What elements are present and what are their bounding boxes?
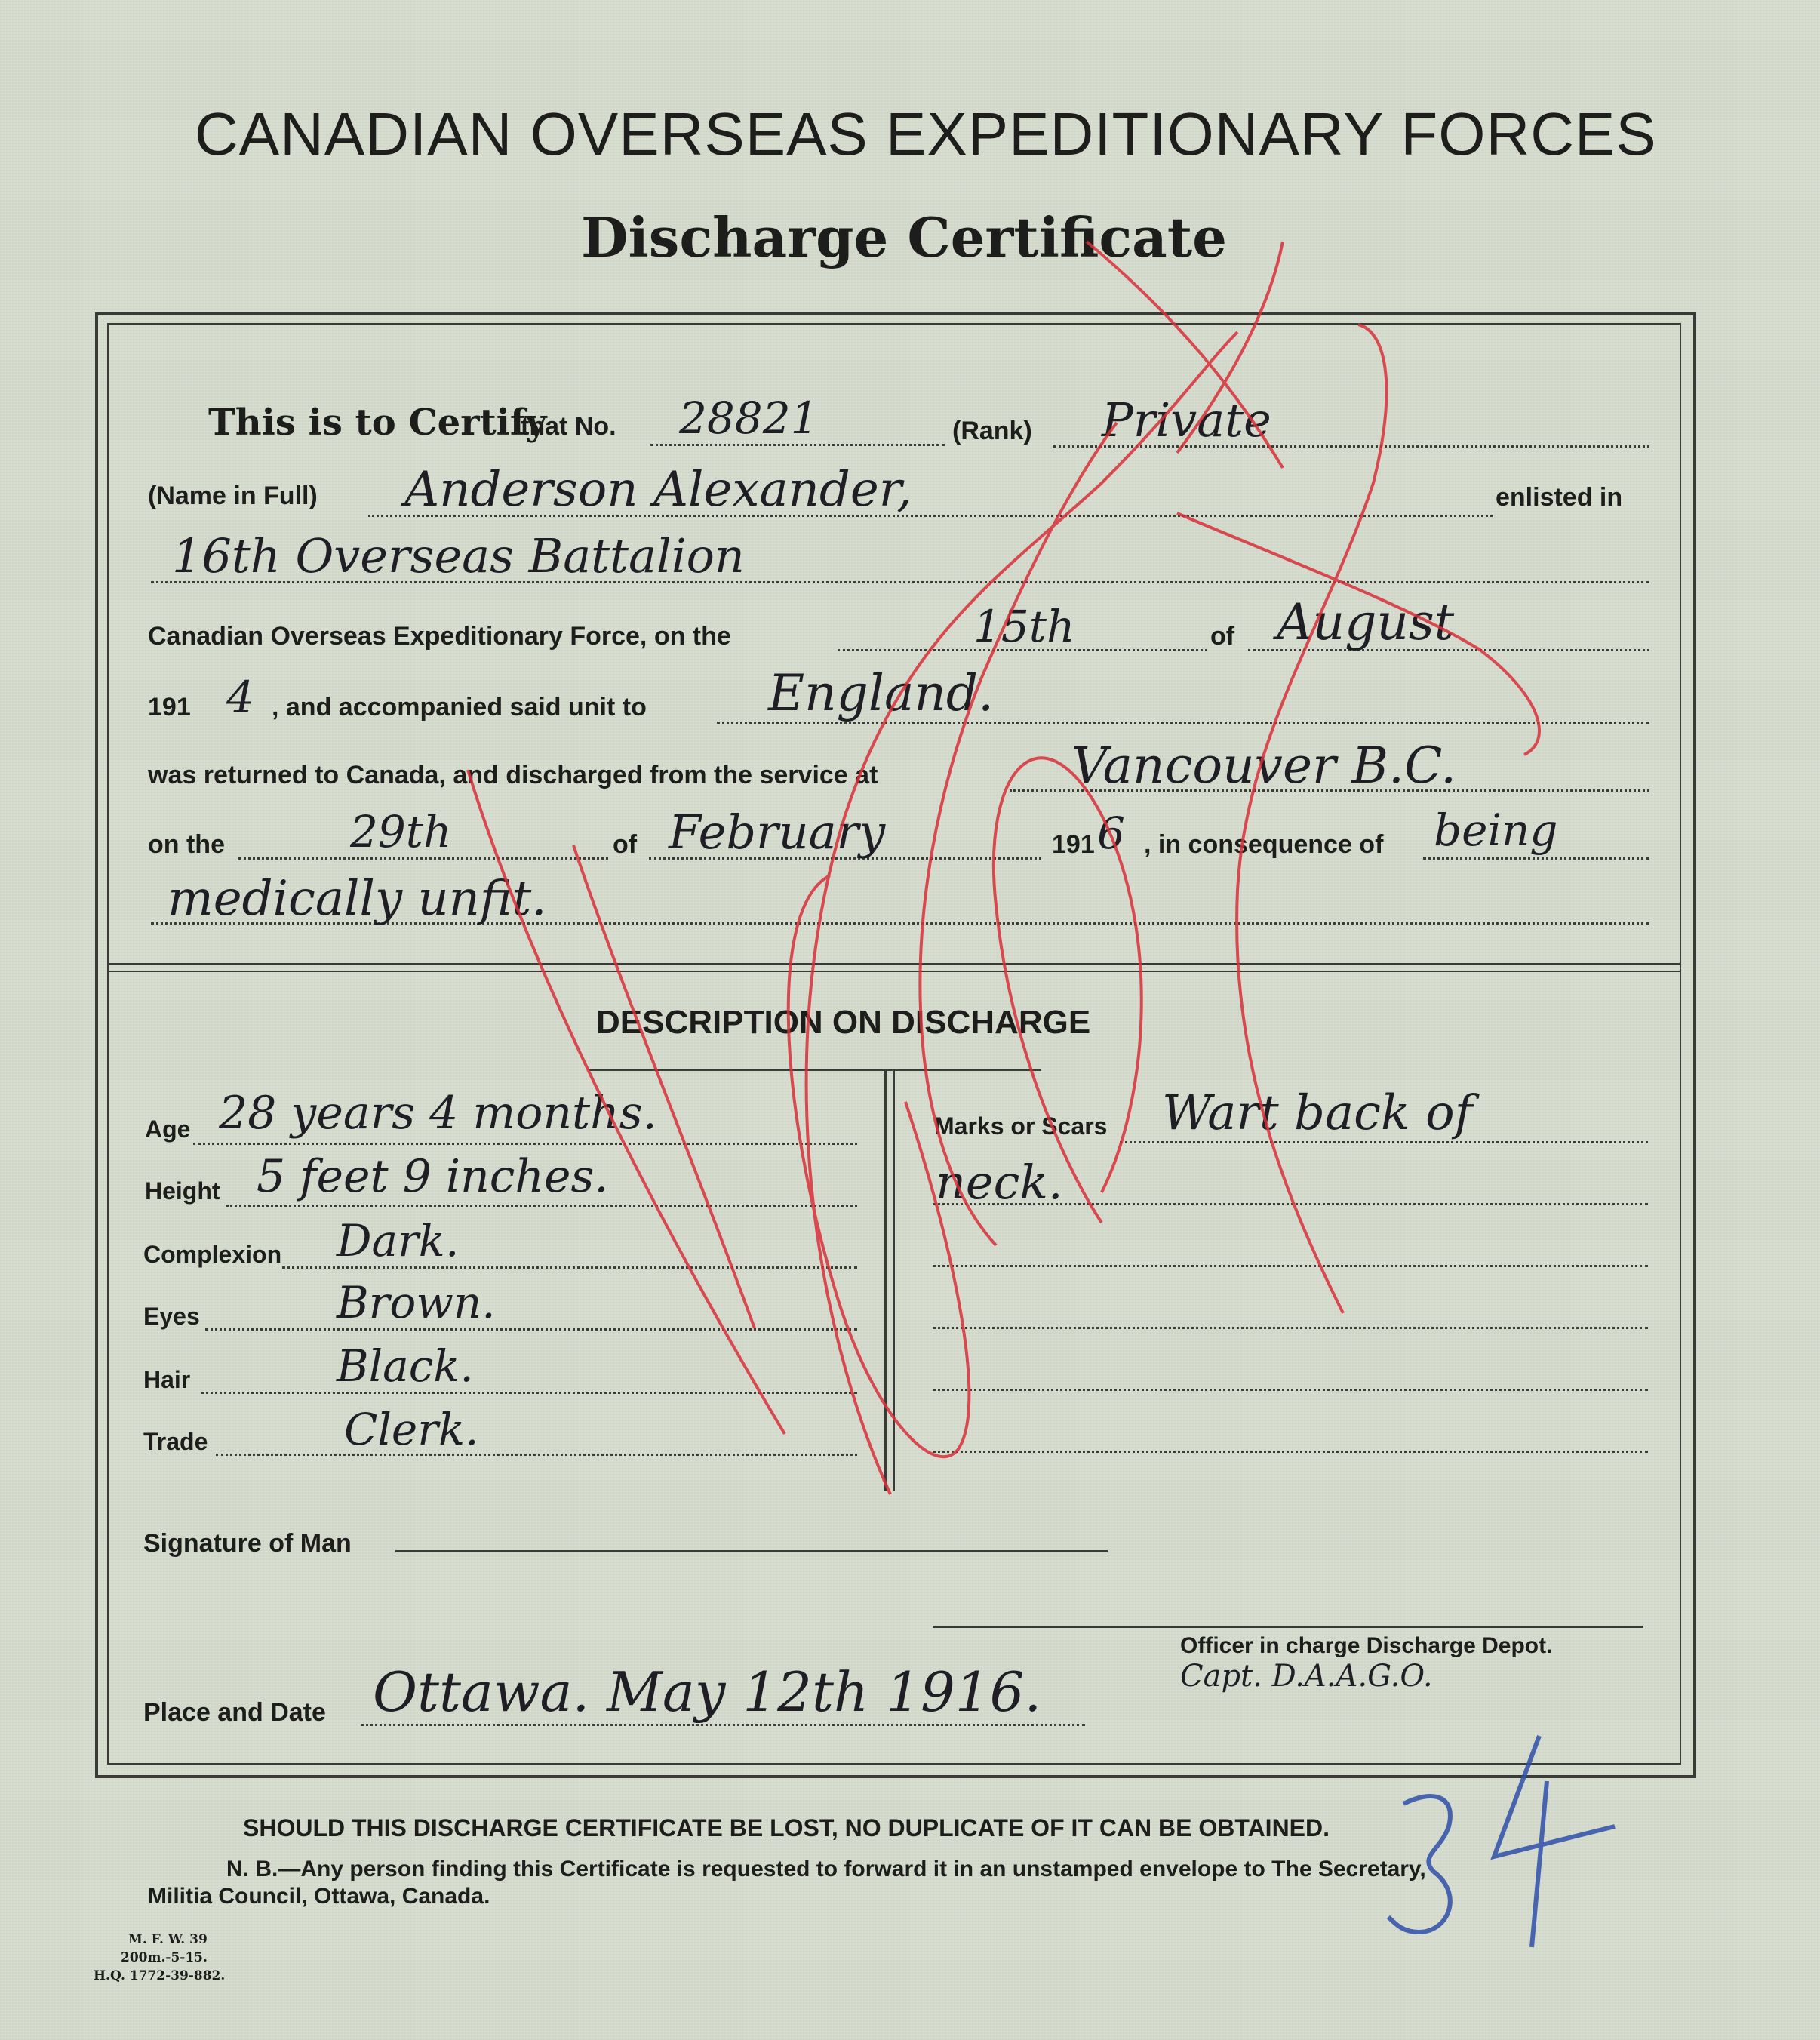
discharge-day: 29th xyxy=(350,806,452,857)
red-loop-1 xyxy=(807,332,1237,1494)
that-no-label: that No. xyxy=(521,412,616,441)
eyes-label: Eyes xyxy=(143,1303,200,1330)
age-label: Age xyxy=(145,1115,191,1143)
officer-label: Officer in charge Discharge Depot. xyxy=(1180,1633,1553,1658)
enlist-day: 15th xyxy=(973,601,1075,652)
height-value: 5 feet 9 inches. xyxy=(257,1150,609,1203)
red-stroke-9 xyxy=(1087,242,1283,468)
red-loop-3 xyxy=(994,758,1142,1223)
red-loop-2 xyxy=(920,423,1117,1245)
complexion-label: Complexion xyxy=(143,1241,282,1268)
discharge-year-prefix: 191 xyxy=(1052,830,1095,859)
discharge-place: Vancouver B.C. xyxy=(1071,737,1457,795)
header-title: CANADIAN OVERSEAS EXPEDITIONARY FORCES xyxy=(195,100,1657,168)
force-label: Canadian Overseas Expeditionary Force, on the xyxy=(148,622,731,651)
marks-value-2: neck. xyxy=(936,1155,1063,1210)
officer-handwritten: Capt. D.A.A.G.O. xyxy=(1180,1659,1433,1694)
hair-label: Hair xyxy=(143,1366,191,1393)
trade-label: Trade xyxy=(143,1428,208,1455)
hair-value: Black. xyxy=(337,1340,474,1392)
form-code-2: 200m.-5-15. xyxy=(121,1950,208,1965)
signature-man-label: Signature of Man xyxy=(143,1529,352,1558)
name-label: (Name in Full) xyxy=(148,482,318,510)
of-label: of xyxy=(1210,622,1235,651)
year-prefix: 191 xyxy=(148,693,191,722)
reason-1: being xyxy=(1434,805,1558,856)
trade-value: Clerk. xyxy=(344,1404,479,1455)
description-title: DESCRIPTION ON DISCHARGE xyxy=(596,1004,1091,1041)
enlisted-label: enlisted in xyxy=(1496,483,1623,512)
height-label: Height xyxy=(145,1177,220,1205)
red-stroke-8 xyxy=(573,845,755,1328)
red-cancellation-marks xyxy=(468,242,1539,1494)
marks-label: Marks or Scars xyxy=(934,1112,1108,1140)
destination-value: England. xyxy=(768,664,995,722)
red-stroke-10 xyxy=(1177,242,1283,453)
discharge-year-digit: 6 xyxy=(1097,808,1125,859)
lost-warning: SHOULD THIS DISCHARGE CERTIFICATE BE LOST, NO DUPLICATE OF IT CAN BE OBTAINED. xyxy=(243,1814,1330,1842)
rank-label: (Rank) xyxy=(952,417,1032,445)
marks-value-1: Wart back of xyxy=(1162,1085,1473,1141)
unit-value: 16th Overseas Battalion xyxy=(172,528,745,583)
complexion-value: Dark. xyxy=(337,1215,460,1266)
red-loop-4 xyxy=(789,875,970,1457)
place-date-value: Ottawa. May 12th 1916. xyxy=(373,1660,1042,1724)
red-stroke-7 xyxy=(468,770,785,1434)
form-code-1: M. F. W. 39 xyxy=(128,1932,208,1947)
red-stroke-5 xyxy=(1237,325,1386,1313)
on-the-label: on the xyxy=(148,830,225,859)
nb-line-2: Militia Council, Ottawa, Canada. xyxy=(148,1884,490,1909)
eyes-value: Brown. xyxy=(337,1277,496,1328)
rank-value: Private xyxy=(1102,392,1271,448)
form-code-3: H.Q. 1772-39-882. xyxy=(94,1968,226,1983)
reason-2: medically unfit. xyxy=(168,871,547,927)
service-number: 28821 xyxy=(679,392,819,444)
nb-line-1: N. B.—Any person finding this Certificate is requested to forward it in an unstamped envelope to The Secretary, xyxy=(226,1857,1426,1882)
year-digit: 4 xyxy=(226,672,254,723)
returned-label: was returned to Canada, and discharged from the service at xyxy=(148,761,878,789)
full-name: Anderson Alexander, xyxy=(404,462,912,518)
age-value: 28 years 4 months. xyxy=(219,1087,657,1140)
accompanied-label: , and accompanied said unit to xyxy=(272,693,647,722)
of-label-2: of xyxy=(613,830,638,859)
consequence-label: , in consequence of xyxy=(1144,830,1384,859)
header-subtitle: Discharge Certificate xyxy=(581,205,1227,269)
red-stroke-6 xyxy=(1177,513,1539,755)
discharge-month: February xyxy=(669,805,886,860)
certify-lead: This is to Certify xyxy=(208,402,547,444)
enlist-month: August xyxy=(1277,593,1455,651)
place-date-label: Place and Date xyxy=(143,1698,326,1727)
